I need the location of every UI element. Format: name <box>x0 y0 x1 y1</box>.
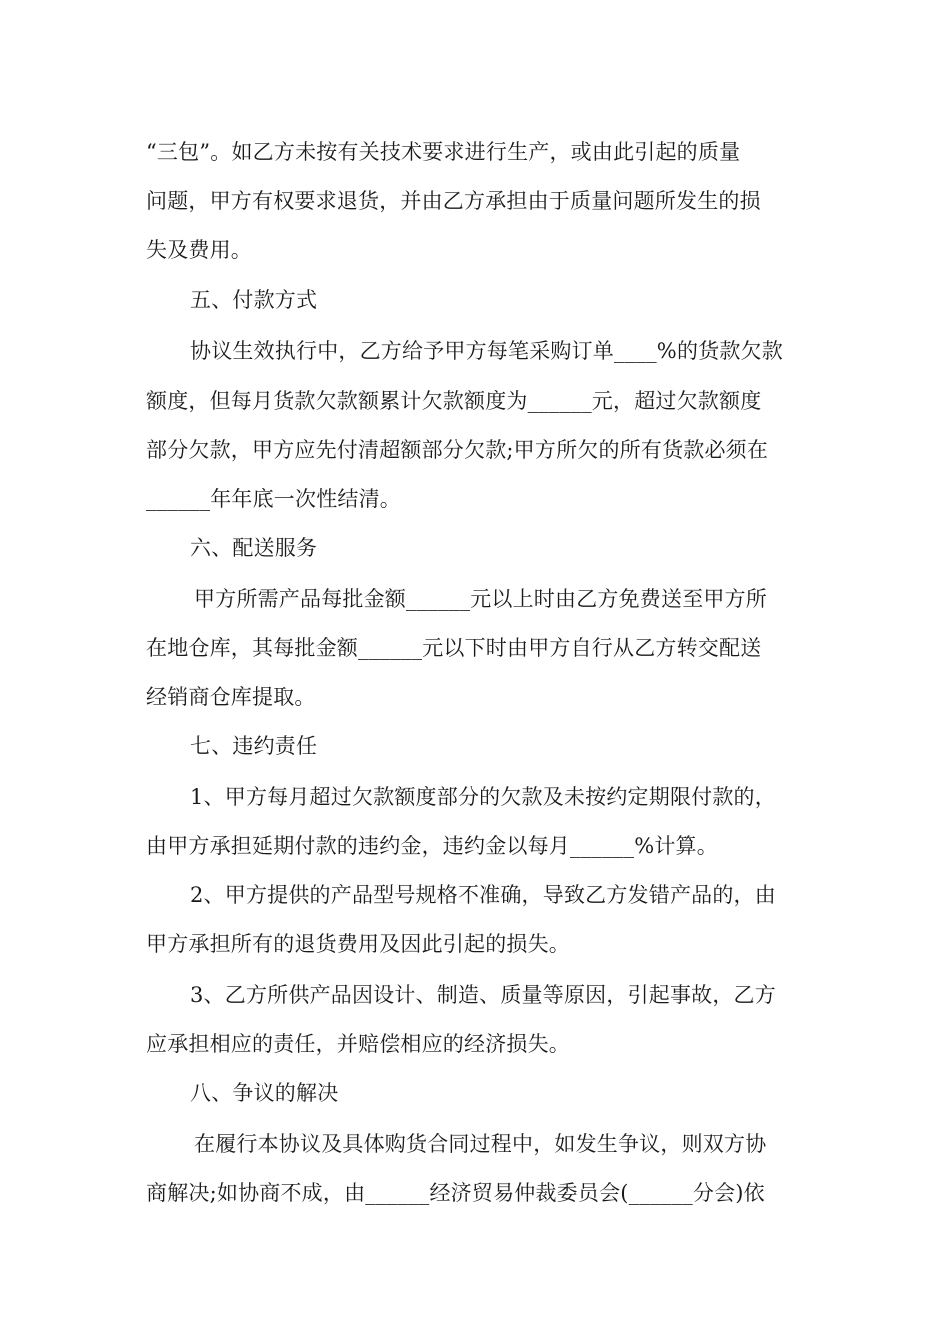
paragraph-line: 协议生效执行中，乙方给予甲方每笔采购订单____%的货款欠款 <box>190 339 783 363</box>
paragraph-line: 3、乙方所供产品因设计、制造、质量等原因，引起事故，乙方 <box>190 983 776 1007</box>
paragraph-line: 甲方承担所有的退货费用及因此引起的损失。 <box>146 932 570 956</box>
paragraph-line: 部分欠款，甲方应先付清超额部分欠款;甲方所欠的所有货款必须在 <box>146 438 769 462</box>
paragraph-line: 失及费用。 <box>146 238 252 262</box>
section-heading-dispute: 八、争议的解决 <box>190 1081 339 1105</box>
paragraph-line: 2、甲方提供的产品型号规格不准确，导致乙方发错产品的，由 <box>190 883 776 907</box>
section-heading-payment: 五、付款方式 <box>190 288 318 312</box>
paragraph-line: 商解决;如协商不成，由______经济贸易仲裁委员会(______分会)依 <box>146 1181 765 1205</box>
paragraph-line: 在地仓库，其每批金额______元以下时由甲方自行从乙方转交配送 <box>146 636 762 660</box>
paragraph-line: 经销商仓库提取。 <box>146 685 316 709</box>
paragraph-line: 应承担相应的责任，并赔偿相应的经济损失。 <box>146 1032 570 1056</box>
section-heading-delivery: 六、配送服务 <box>190 536 318 560</box>
paragraph-line: “三包”。如乙方未按有关技术要求进行生产，或由此引起的质量 <box>146 140 741 164</box>
paragraph-line: 甲方所需产品每批金额______元以上时由乙方免费送至甲方所 <box>194 587 767 611</box>
paragraph-line: 在履行本协议及具体购货合同过程中，如发生争议，则双方协 <box>194 1132 767 1156</box>
section-heading-liability: 七、违约责任 <box>190 734 318 758</box>
paragraph-line: 问题，甲方有权要求退货，并由乙方承担由于质量问题所发生的损 <box>146 189 761 213</box>
paragraph-line: 由甲方承担延期付款的违约金，违约金以每月______%计算。 <box>146 834 718 858</box>
paragraph-line: 额度，但每月货款欠款额累计欠款额度为______元，超过欠款额度 <box>146 389 762 413</box>
paragraph-line: ______年年底一次性结清。 <box>146 487 401 511</box>
paragraph-line: 1、甲方每月超过欠款额度部分的欠款及未按约定期限付款的， <box>190 785 776 809</box>
